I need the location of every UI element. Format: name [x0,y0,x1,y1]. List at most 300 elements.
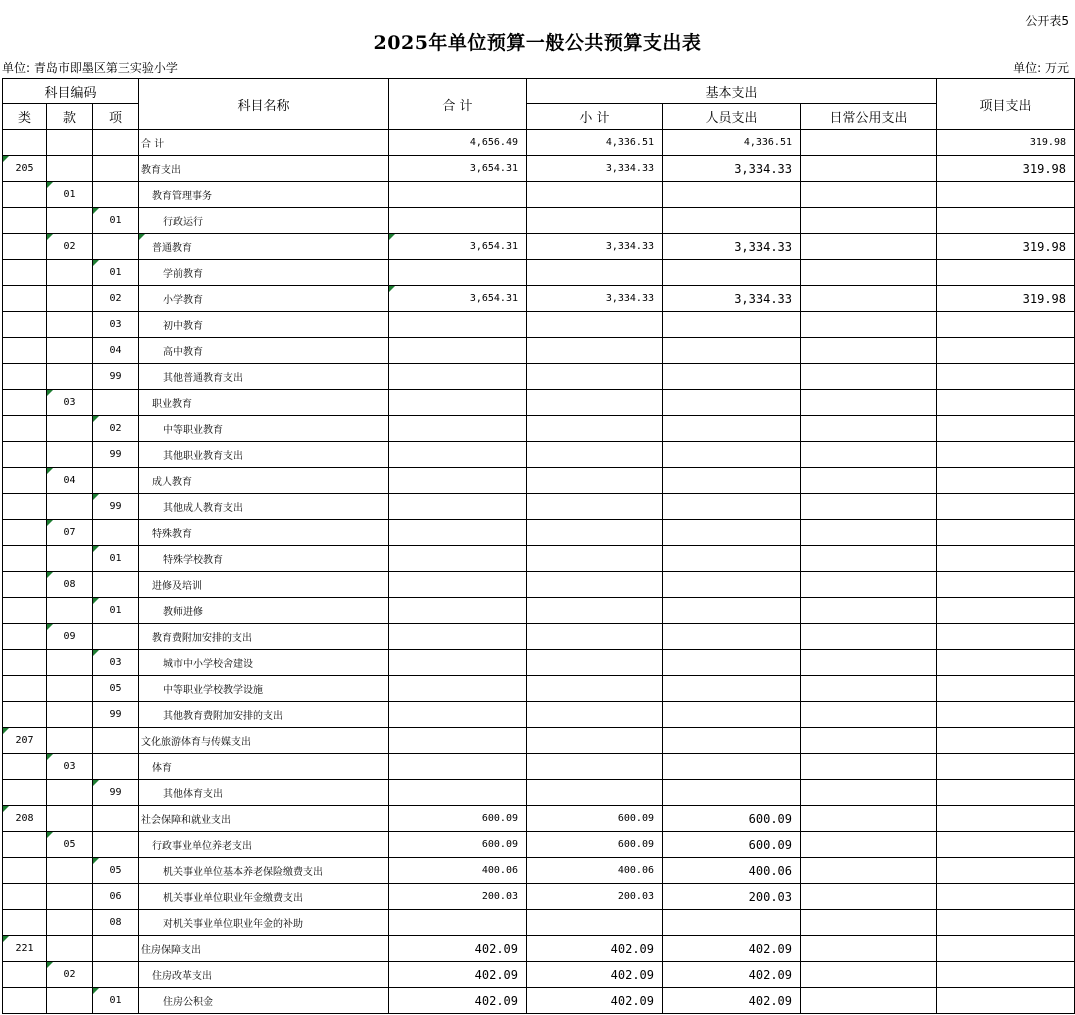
cell-item-name: 其他职业教育支出 [139,442,389,468]
cell-total-amount: 4,656.49 [389,130,527,156]
cell-project-amount [937,754,1075,780]
table-row [3,650,1075,676]
cell-total-amount: 400.06 [389,858,527,884]
cell-total-amount [389,676,527,702]
cell-item-name: 小学教育 [139,286,389,312]
cell-total-amount [389,442,527,468]
cell-subtotal-amount: 600.09 [527,806,663,832]
cell-lei-code [3,364,47,390]
cell-personnel-amount [663,780,801,806]
cell-personnel-amount [663,520,801,546]
cell-subtotal-amount [527,520,663,546]
cell-item-name: 其他体育支出 [139,780,389,806]
currency-unit-label: 单位: 万元 [1013,61,1069,75]
cell-subtotal-amount [527,208,663,234]
cell-total-amount [389,624,527,650]
cell-project-amount [937,728,1075,754]
cell-kuan-code [47,988,93,1014]
cell-kuan-code: 05 [47,832,93,858]
cell-item-name: 职业教育 [139,390,389,416]
cell-project-amount [937,702,1075,728]
cell-total-amount [389,910,527,936]
table-row [3,338,1075,364]
cell-lei-code [3,442,47,468]
cell-subtotal-amount [527,312,663,338]
cell-total-amount: 600.09 [389,806,527,832]
cell-project-amount [937,494,1075,520]
cell-total-amount: 3,654.31 [389,234,527,260]
cell-project-amount: 319.98 [937,234,1075,260]
table-row [3,832,1075,858]
cell-total-amount [389,208,527,234]
cell-lei-code [3,234,47,260]
cell-project-amount [937,390,1075,416]
cell-item-name: 高中教育 [139,338,389,364]
cell-total-amount [389,312,527,338]
cell-kuan-code [47,286,93,312]
cell-item-name: 行政事业单位养老支出 [139,832,389,858]
cell-subtotal-amount: 402.09 [527,988,663,1014]
cell-subtotal-amount [527,728,663,754]
cell-item-name: 教师进修 [139,598,389,624]
cell-public-amount [801,910,937,936]
cell-personnel-amount: 200.03 [663,884,801,910]
cell-item-name: 教育费附加安排的支出 [139,624,389,650]
cell-public-amount [801,234,937,260]
cell-project-amount [937,416,1075,442]
cell-personnel-amount [663,260,801,286]
table-row [3,182,1075,208]
header-code-group: 科目编码 [3,79,139,104]
cell-kuan-code: 03 [47,754,93,780]
cell-personnel-amount [663,468,801,494]
cell-kuan-code [47,650,93,676]
table-row [3,728,1075,754]
cell-subtotal-amount [527,624,663,650]
cell-item-name: 合 计 [139,130,389,156]
header-name: 科目名称 [139,79,389,130]
cell-kuan-code: 03 [47,390,93,416]
cell-public-amount [801,208,937,234]
cell-xiang-code: 01 [93,988,139,1014]
cell-project-amount [937,338,1075,364]
cell-subtotal-amount: 3,334.33 [527,234,663,260]
cell-subtotal-amount: 200.03 [527,884,663,910]
table-row [3,312,1075,338]
cell-kuan-code: 02 [47,962,93,988]
cell-project-amount [937,962,1075,988]
cell-project-amount [937,520,1075,546]
cell-kuan-code: 07 [47,520,93,546]
cell-xiang-code: 08 [93,910,139,936]
table-row [3,234,1075,260]
table-row [3,442,1075,468]
cell-personnel-amount [663,364,801,390]
cell-xiang-code [93,572,139,598]
cell-project-amount [937,780,1075,806]
cell-project-amount [937,312,1075,338]
cell-lei-code [3,286,47,312]
cell-kuan-code [47,702,93,728]
cell-public-amount [801,130,937,156]
cell-item-name: 初中教育 [139,312,389,338]
cell-total-amount [389,494,527,520]
cell-kuan-code [47,546,93,572]
cell-item-name: 机关事业单位基本养老保险缴费支出 [139,858,389,884]
cell-personnel-amount: 600.09 [663,806,801,832]
cell-subtotal-amount [527,598,663,624]
cell-lei-code [3,416,47,442]
cell-subtotal-amount [527,338,663,364]
cell-total-amount: 200.03 [389,884,527,910]
cell-public-amount [801,390,937,416]
table-row [3,520,1075,546]
cell-project-amount [937,806,1075,832]
cell-kuan-code [47,442,93,468]
table-row [3,936,1075,962]
cell-project-amount [937,910,1075,936]
header-personnel: 人员支出 [663,104,801,130]
cell-lei-code: 221 [3,936,47,962]
cell-public-amount [801,546,937,572]
cell-xiang-code: 99 [93,494,139,520]
cell-xiang-code [93,130,139,156]
cell-subtotal-amount [527,910,663,936]
table-row [3,546,1075,572]
cell-item-name: 教育管理事务 [139,182,389,208]
cell-project-amount [937,936,1075,962]
cell-public-amount [801,156,937,182]
cell-item-name: 中等职业教育 [139,416,389,442]
cell-total-amount [389,780,527,806]
cell-kuan-code [47,598,93,624]
cell-project-amount [937,182,1075,208]
cell-lei-code [3,572,47,598]
cell-lei-code [3,390,47,416]
cell-personnel-amount [663,702,801,728]
cell-personnel-amount: 402.09 [663,962,801,988]
cell-project-amount: 319.98 [937,286,1075,312]
cell-xiang-code: 01 [93,546,139,572]
cell-subtotal-amount [527,572,663,598]
cell-lei-code [3,520,47,546]
cell-item-name: 住房保障支出 [139,936,389,962]
cell-lei-code [3,702,47,728]
cell-item-name: 进修及培训 [139,572,389,598]
cell-public-amount [801,182,937,208]
cell-public-amount [801,962,937,988]
budget-table [2,78,1075,1014]
cell-subtotal-amount [527,546,663,572]
table-row [3,156,1075,182]
cell-project-amount [937,624,1075,650]
cell-subtotal-amount [527,754,663,780]
cell-personnel-amount [663,416,801,442]
cell-kuan-code [47,806,93,832]
cell-public-amount [801,676,937,702]
cell-xiang-code: 99 [93,780,139,806]
table-row [3,598,1075,624]
table-row [3,884,1075,910]
table-row [3,260,1075,286]
cell-project-amount [937,832,1075,858]
cell-project-amount [937,598,1075,624]
table-row [3,416,1075,442]
cell-project-amount [937,572,1075,598]
cell-kuan-code [47,676,93,702]
cell-kuan-code [47,884,93,910]
header-subtotal: 小 计 [527,104,663,130]
table-body [3,130,1075,1014]
cell-total-amount: 402.09 [389,936,527,962]
table-row [3,962,1075,988]
cell-lei-code [3,754,47,780]
table-row [3,676,1075,702]
cell-item-name: 特殊教育 [139,520,389,546]
cell-project-amount [937,208,1075,234]
page-title: 2025年单位预算一般公共预算支出表 [373,32,702,54]
cell-total-amount: 402.09 [389,988,527,1014]
cell-item-name: 住房公积金 [139,988,389,1014]
cell-project-amount [937,650,1075,676]
cell-total-amount [389,702,527,728]
cell-item-name: 体育 [139,754,389,780]
cell-item-name: 中等职业学校教学设施 [139,676,389,702]
cell-public-amount [801,832,937,858]
form-number: 公开表5 [1025,14,1069,28]
cell-xiang-code [93,962,139,988]
cell-xiang-code: 03 [93,312,139,338]
cell-xiang-code: 03 [93,650,139,676]
cell-xiang-code [93,806,139,832]
cell-item-name: 其他教育费附加安排的支出 [139,702,389,728]
table-header [3,79,1075,130]
cell-public-amount [801,520,937,546]
cell-personnel-amount [663,598,801,624]
cell-xiang-code: 05 [93,858,139,884]
cell-lei-code [3,468,47,494]
cell-subtotal-amount [527,650,663,676]
cell-personnel-amount [663,208,801,234]
cell-total-amount [389,598,527,624]
cell-public-amount [801,364,937,390]
cell-project-amount [937,442,1075,468]
cell-subtotal-amount [527,182,663,208]
cell-item-name: 学前教育 [139,260,389,286]
table-row [3,806,1075,832]
cell-total-amount: 3,654.31 [389,156,527,182]
cell-lei-code [3,130,47,156]
cell-project-amount [937,364,1075,390]
cell-item-name: 其他普通教育支出 [139,364,389,390]
cell-personnel-amount [663,754,801,780]
table-row [3,130,1075,156]
cell-subtotal-amount: 600.09 [527,832,663,858]
cell-lei-code [3,884,47,910]
cell-lei-code [3,988,47,1014]
cell-subtotal-amount: 402.09 [527,962,663,988]
cell-personnel-amount: 402.09 [663,936,801,962]
cell-public-amount [801,858,937,884]
cell-subtotal-amount [527,442,663,468]
cell-kuan-code [47,364,93,390]
cell-total-amount: 600.09 [389,832,527,858]
cell-public-amount [801,754,937,780]
cell-total-amount [389,260,527,286]
cell-item-name: 行政运行 [139,208,389,234]
cell-kuan-code [47,728,93,754]
cell-total-amount: 3,654.31 [389,286,527,312]
cell-xiang-code: 99 [93,442,139,468]
cell-public-amount [801,988,937,1014]
cell-kuan-code [47,858,93,884]
cell-lei-code [3,260,47,286]
cell-lei-code: 208 [3,806,47,832]
cell-total-amount [389,182,527,208]
table-row [3,390,1075,416]
header-basic-group: 基本支出 [527,79,937,104]
cell-total-amount [389,338,527,364]
cell-kuan-code [47,338,93,364]
organization-label: 单位: 青岛市即墨区第三实验小学 [2,61,178,75]
cell-personnel-amount [663,546,801,572]
cell-project-amount [937,988,1075,1014]
header-total: 合 计 [389,79,527,130]
cell-total-amount [389,546,527,572]
table-row [3,494,1075,520]
cell-kuan-code [47,494,93,520]
cell-personnel-amount: 3,334.33 [663,286,801,312]
cell-public-amount [801,494,937,520]
cell-project-amount [937,260,1075,286]
cell-public-amount [801,260,937,286]
cell-item-name: 住房改革支出 [139,962,389,988]
cell-lei-code [3,182,47,208]
cell-subtotal-amount [527,468,663,494]
table-row [3,780,1075,806]
cell-subtotal-amount: 4,336.51 [527,130,663,156]
cell-public-amount [801,442,937,468]
cell-public-amount [801,624,937,650]
cell-kuan-code [47,130,93,156]
cell-lei-code [3,338,47,364]
table-row [3,702,1075,728]
cell-lei-code [3,546,47,572]
cell-public-amount [801,338,937,364]
header-project: 项目支出 [937,79,1075,130]
cell-lei-code [3,208,47,234]
cell-personnel-amount [663,650,801,676]
cell-subtotal-amount [527,390,663,416]
cell-total-amount [389,364,527,390]
cell-xiang-code: 99 [93,702,139,728]
cell-total-amount [389,572,527,598]
cell-project-amount [937,676,1075,702]
cell-personnel-amount [663,442,801,468]
cell-personnel-amount: 3,334.33 [663,234,801,260]
cell-public-amount [801,806,937,832]
cell-kuan-code [47,936,93,962]
cell-lei-code [3,780,47,806]
cell-total-amount [389,728,527,754]
cell-item-name: 教育支出 [139,156,389,182]
cell-xiang-code: 02 [93,286,139,312]
cell-public-amount [801,728,937,754]
cell-lei-code: 205 [3,156,47,182]
table-row [3,910,1075,936]
cell-personnel-amount [663,676,801,702]
cell-public-amount [801,702,937,728]
cell-item-name: 城市中小学校舍建设 [139,650,389,676]
cell-lei-code: 207 [3,728,47,754]
cell-public-amount [801,884,937,910]
cell-xiang-code: 01 [93,598,139,624]
cell-xiang-code [93,832,139,858]
cell-subtotal-amount [527,780,663,806]
cell-personnel-amount [663,728,801,754]
cell-lei-code [3,312,47,338]
cell-public-amount [801,572,937,598]
cell-xiang-code: 05 [93,676,139,702]
table-row [3,858,1075,884]
cell-personnel-amount: 4,336.51 [663,130,801,156]
cell-personnel-amount: 600.09 [663,832,801,858]
cell-total-amount [389,416,527,442]
cell-subtotal-amount: 3,334.33 [527,286,663,312]
header-kuan: 款 [47,104,93,130]
cell-subtotal-amount [527,494,663,520]
cell-xiang-code [93,624,139,650]
cell-item-name: 对机关事业单位职业年金的补助 [139,910,389,936]
cell-xiang-code [93,182,139,208]
cell-xiang-code [93,520,139,546]
cell-public-amount [801,650,937,676]
cell-public-amount [801,598,937,624]
cell-lei-code [3,962,47,988]
table-row [3,572,1075,598]
cell-kuan-code [47,208,93,234]
cell-kuan-code: 02 [47,234,93,260]
cell-project-amount [937,468,1075,494]
cell-subtotal-amount [527,676,663,702]
cell-xiang-code: 02 [93,416,139,442]
cell-total-amount [389,650,527,676]
cell-item-name: 普通教育 [139,234,389,260]
cell-subtotal-amount [527,364,663,390]
cell-xiang-code [93,936,139,962]
cell-xiang-code [93,156,139,182]
cell-total-amount [389,754,527,780]
cell-subtotal-amount: 3,334.33 [527,156,663,182]
cell-item-name: 其他成人教育支出 [139,494,389,520]
header-lei: 类 [3,104,47,130]
cell-total-amount [389,520,527,546]
cell-personnel-amount [663,390,801,416]
cell-lei-code [3,858,47,884]
cell-lei-code [3,650,47,676]
cell-item-name: 社会保障和就业支出 [139,806,389,832]
table-row [3,208,1075,234]
cell-kuan-code [47,416,93,442]
cell-kuan-code [47,910,93,936]
cell-personnel-amount: 3,334.33 [663,156,801,182]
cell-kuan-code [47,780,93,806]
cell-total-amount [389,468,527,494]
cell-project-amount [937,546,1075,572]
cell-project-amount: 319.98 [937,130,1075,156]
cell-lei-code [3,494,47,520]
table-row [3,468,1075,494]
